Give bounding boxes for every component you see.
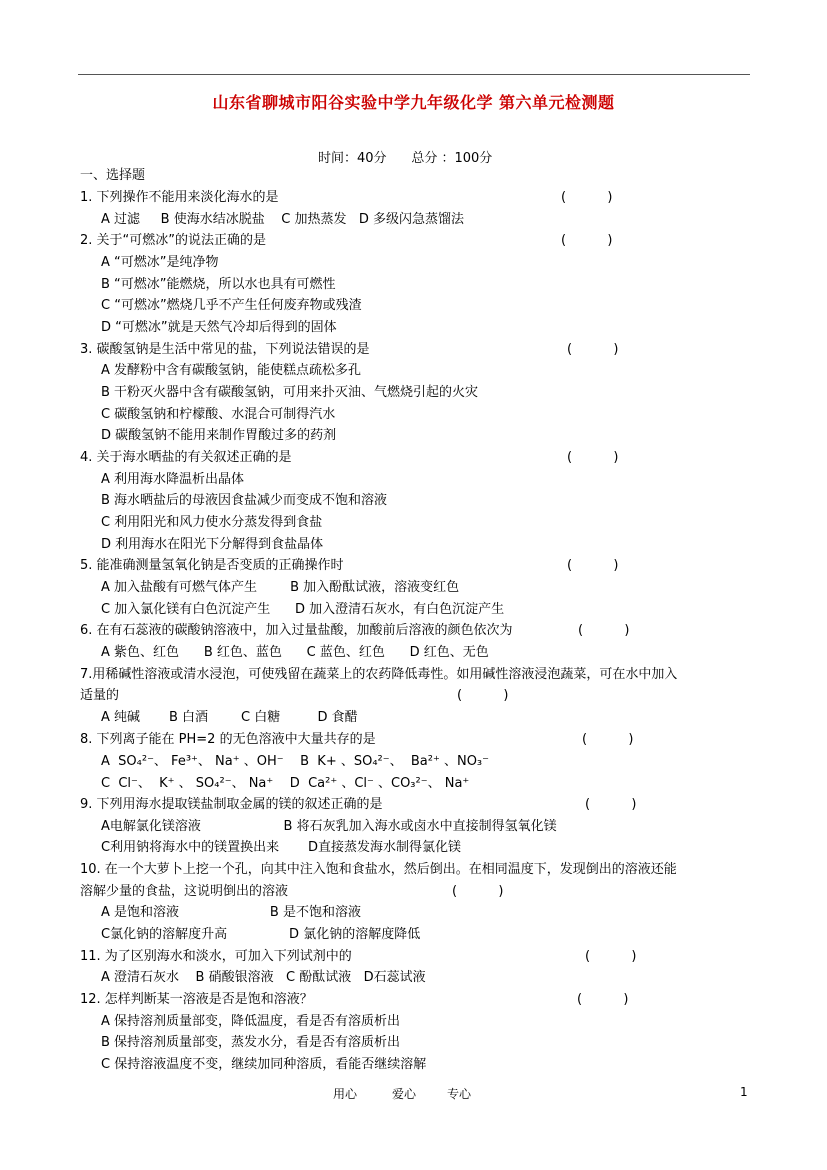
question-line: 10. 在一个大萝卜上挖一个孔，向其中注入饱和食盐水，然后倒出。在相同温度下，发现倒出的溶液还能 — [80, 862, 677, 877]
question-line: C 加入氯化镁有白色沉淀产生 D 加入澄清石灰水，有白色沉淀产生 — [101, 602, 505, 617]
footer-text-2: 爱心 — [392, 1087, 417, 1101]
answer-blank: ( ) — [567, 558, 619, 573]
answer-blank: ( ) — [585, 949, 637, 964]
header-rule — [78, 74, 750, 75]
page-title: 山东省聊城市阳谷实验中学九年级化学 第六单元检测题 — [212, 93, 615, 112]
question-line: 11. 为了区别海水和淡水，可加入下列试剂中的 — [80, 949, 352, 964]
question-line: B 保持溶剂质量部变，蒸发水分，看是否有溶质析出 — [101, 1035, 401, 1050]
answer-blank: ( ) — [567, 450, 619, 465]
question-line: A电解氯化镁溶液 B 将石灰乳加入海水或卤水中直接制得氢氧化镁 — [101, 819, 557, 834]
question-line: C 保持溶液温度不变，继续加同种溶质，看能否继续溶解 — [101, 1057, 427, 1072]
question-line: B 海水晒盐后的母液因食盐减少而变成不饱和溶液 — [101, 493, 388, 508]
question-line: A SO₄²⁻、 Fe³⁺、 Na⁺ 、OH⁻ B K+ 、SO₄²⁻、 Ba²⁺ 、NO₃⁻ — [101, 754, 490, 769]
question-line: A “可燃冰”是纯净物 — [101, 255, 219, 270]
answer-blank: ( ) — [457, 688, 509, 703]
question-line: A 澄清石灰水 B 硝酸银溶液 C 酚酞试液 D石蕊试液 — [101, 970, 426, 985]
question-line: C Cl⁻、 K⁺ 、 SO₄²⁻、 Na⁺ D Ca²⁺ 、Cl⁻ 、CO₃²⁻、 Na⁺ — [101, 776, 470, 791]
question-line: 6. 在有石蕊液的碳酸钠溶液中，加入过量盐酸，加酸前后溶液的颜色依次为 — [80, 623, 513, 638]
question-line: 溶解少量的食盐，这说明倒出的溶液 — [80, 884, 289, 899]
question-line: 1. 下列操作不能用来淡化海水的是 — [80, 190, 279, 205]
question-line: 4. 关于海水晒盐的有关叙述正确的是 — [80, 450, 292, 465]
question-line: A 是饱和溶液 B 是不饱和溶液 — [101, 905, 361, 920]
question-line: D 碳酸氢钠不能用来制作胃酸过多的药剂 — [101, 428, 337, 443]
footer-text-3: 专心 — [447, 1087, 472, 1101]
question-line: B 干粉灭火器中含有碳酸氢钠，可用来扑灭油、气燃烧引起的火灾 — [101, 385, 479, 400]
answer-blank: ( ) — [561, 233, 613, 248]
answer-blank: ( ) — [582, 732, 634, 747]
answer-blank: ( ) — [577, 992, 629, 1007]
question-line: A 紫色、红色 B 红色、蓝色 C 蓝色、红色 D 红色、无色 — [101, 645, 489, 660]
question-line: C 碳酸氢钠和柠檬酸、水混合可制得汽水 — [101, 407, 336, 422]
question-line: 9. 下列用海水提取镁盐制取金属的镁的叙述正确的是 — [80, 797, 383, 812]
question-line: A 利用海水降温析出晶体 — [101, 472, 245, 487]
exam-meta: 时间：40分 总分 ：100分 — [318, 151, 493, 166]
section-heading: 一、选择题 — [80, 168, 146, 183]
question-line: D “可燃冰”就是天然气冷却后得到的固体 — [101, 320, 337, 335]
question-line: A 过滤 B 使海水结冰脱盐 C 加热蒸发 D 多级闪急蒸馏法 — [101, 212, 465, 227]
answer-blank: ( ) — [452, 884, 504, 899]
answer-blank: ( ) — [585, 797, 637, 812]
question-line: C利用钠将海水中的镁置换出来 D直接蒸发海水制得氯化镁 — [101, 840, 462, 855]
question-line: 8. 下列离子能在 PH=2 的无色溶液中大量共存的是 — [80, 732, 376, 747]
question-line: 2. 关于“可燃冰”的说法正确的是 — [80, 233, 267, 248]
question-line: C 利用阳光和风力使水分蒸发得到食盐 — [101, 515, 323, 530]
question-line: A 保持溶剂质量部变，降低温度，看是否有溶质析出 — [101, 1014, 401, 1029]
question-line: C “可燃冰”燃烧几乎不产生任何废弃物或残渣 — [101, 298, 362, 313]
question-line: 3. 碳酸氢钠是生活中常见的盐，下列说法错误的是 — [80, 342, 370, 357]
question-line: 12. 怎样判断某一溶液是否是饱和溶液？ — [80, 992, 313, 1007]
question-line: C氯化钠的溶解度升高 D 氯化钠的溶解度降低 — [101, 927, 421, 942]
question-line: A 纯碱 B 白酒 C 白糖 D 食醋 — [101, 710, 358, 725]
question-line: D 利用海水在阳光下分解得到食盐晶体 — [101, 537, 324, 552]
answer-blank: ( ) — [567, 342, 619, 357]
question-line: 适量的 — [80, 688, 120, 703]
footer-text-1: 用心 — [333, 1087, 358, 1101]
question-line: B “可燃冰”能燃烧，所以水也具有可燃性 — [101, 277, 336, 292]
question-line: 5. 能准确测量氢氧化钠是否变质的正确操作时 — [80, 558, 344, 573]
answer-blank: ( ) — [578, 623, 630, 638]
question-line: A 发酵粉中含有碳酸氢钠，能使糕点疏松多孔 — [101, 363, 362, 378]
page-number: 1 — [740, 1085, 748, 1099]
answer-blank: ( ) — [561, 190, 613, 205]
question-line: 7.用稀碱性溶液或清水浸泡，可使残留在蔬菜上的农药降低毒性。如用碱性溶液浸泡蔬菜，可在水中加入 — [80, 667, 678, 682]
question-line: A 加入盐酸有可燃气体产生 B 加入酚酞试液，溶液变红色 — [101, 580, 460, 595]
